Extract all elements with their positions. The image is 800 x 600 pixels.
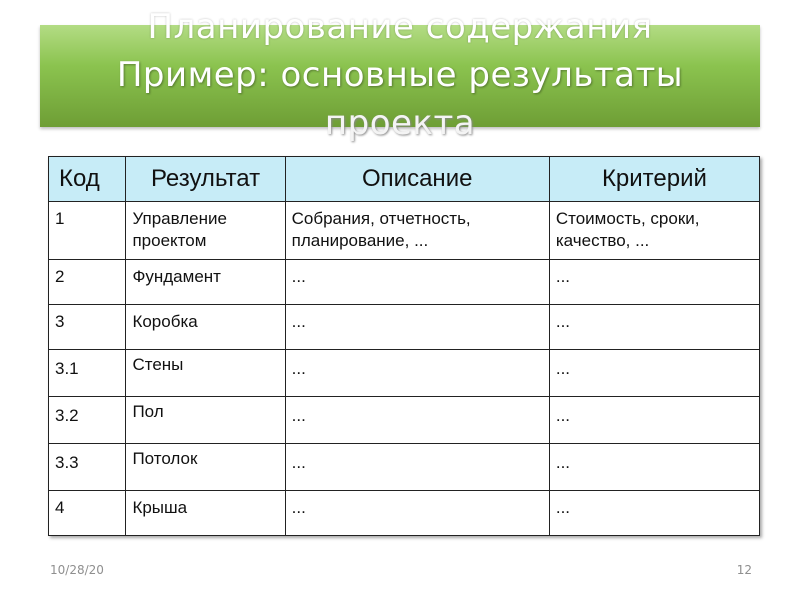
cell-result: Фундамент [126, 260, 285, 305]
cell-criterion: ... [549, 305, 759, 350]
cell-criterion: ... [549, 491, 759, 536]
table-row [49, 491, 760, 536]
header-code: Код [49, 157, 126, 202]
slide-title-line-3: проекта [324, 103, 476, 143]
table-row [49, 397, 760, 444]
table-row [49, 444, 760, 491]
table-row [49, 260, 760, 305]
slide-title-line-1: Планирование содержания [147, 7, 653, 47]
slide-title [0, 3, 800, 147]
cell-code: 3.2 [49, 397, 126, 444]
cell-description: ... [285, 305, 549, 350]
cell-criterion: ... [549, 260, 759, 305]
cell-description: Собрания, отчетность, планирование, ... [285, 202, 549, 260]
cell-description: ... [285, 397, 549, 444]
cell-criterion: ... [549, 350, 759, 397]
cell-description: ... [285, 444, 549, 491]
cell-description: ... [285, 491, 549, 536]
results-table [48, 156, 760, 536]
cell-description: ... [285, 350, 549, 397]
cell-result: Стены [126, 350, 285, 397]
table-row [49, 350, 760, 397]
table-header-row [49, 157, 760, 202]
cell-description: ... [285, 260, 549, 305]
header-description: Описание [285, 157, 549, 202]
cell-code: 2 [49, 260, 126, 305]
slide-title-line-2: Пример: основные результаты [116, 55, 684, 95]
cell-code: 1 [49, 202, 126, 260]
cell-result: Коробка [126, 305, 285, 350]
header-result: Результат [126, 157, 285, 202]
table-row [49, 305, 760, 350]
slide-date: 10/28/20 [50, 563, 104, 577]
cell-code: 3.1 [49, 350, 126, 397]
cell-criterion: ... [549, 397, 759, 444]
table-row [49, 202, 760, 260]
header-criterion: Критерий [549, 157, 759, 202]
cell-result: Управление проектом [126, 202, 285, 260]
cell-code: 3 [49, 305, 126, 350]
cell-code: 4 [49, 491, 126, 536]
slide-page-number: 12 [736, 563, 752, 577]
cell-criterion: ... [549, 444, 759, 491]
cell-code: 3.3 [49, 444, 126, 491]
cell-result: Потолок [126, 444, 285, 491]
cell-result: Крыша [126, 491, 285, 536]
cell-criterion: Стоимость, сроки, качество, ... [549, 202, 759, 260]
cell-result: Пол [126, 397, 285, 444]
